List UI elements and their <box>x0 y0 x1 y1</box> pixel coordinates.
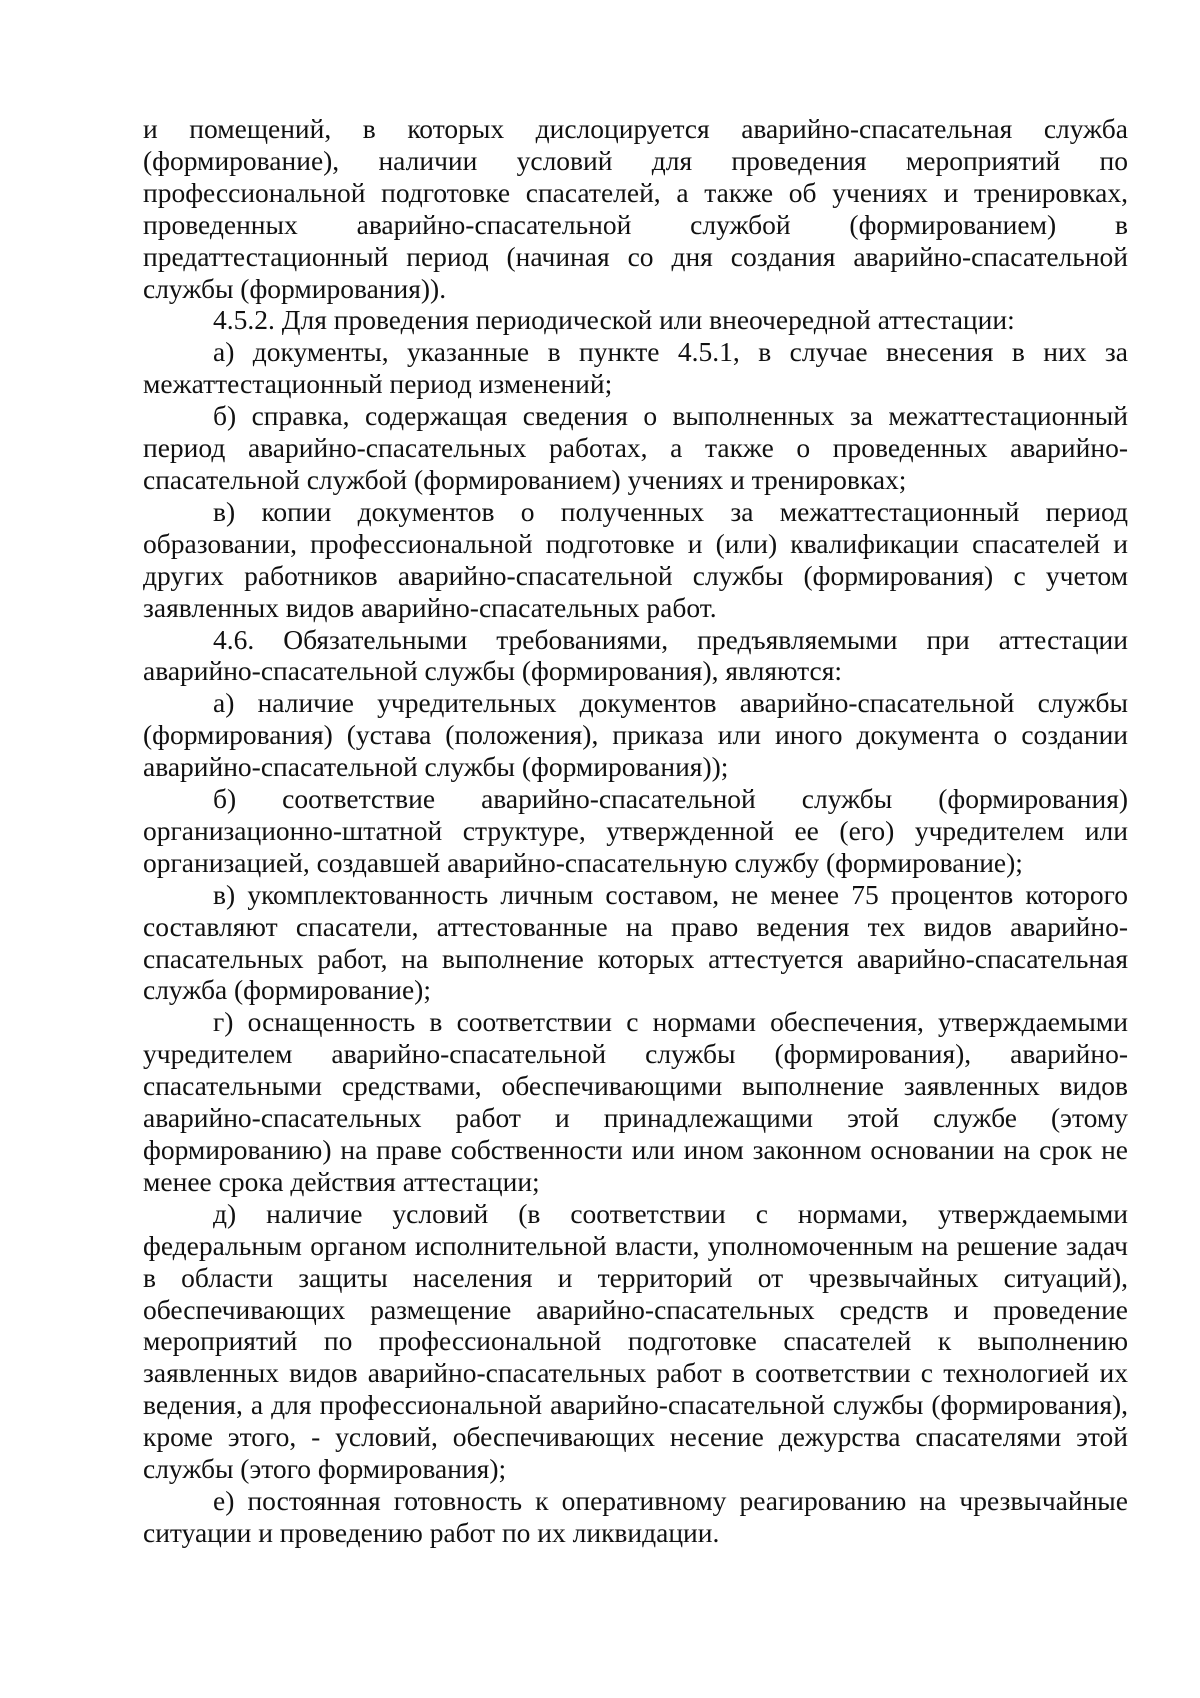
paragraph-4-6-g: г) оснащенность в соответствии с нормами обеспечения, утверждаемыми учредителем аварийно-спасательной службы (формирования), аварийно-спасательными средствами, обеспечивающими выполнение заявленных видов аварийно-спасательных работ и принадлежащими этой службе (этому формированию) на праве собственности или ином законном основании на срок не менее срока действия аттестации; <box>143 1006 1128 1197</box>
document-page <box>143 113 1128 1549</box>
paragraph-4-5-2-b: б) справка, содержащая сведения о выполненных за межаттестационный период аварийно-спасательных работах, а также о проведенных аварийно-спасательной службой (формированием) учениях и тренировках; <box>143 400 1128 495</box>
paragraph-4-6-a: а) наличие учредительных документов аварийно-спасательной службы (формирования) (устава (положения), приказа или иного документа о создании аварийно-спасательной службы (формирования)); <box>143 687 1128 783</box>
paragraph-continuation: и помещений, в которых дислоцируется аварийно-спасательная служба (формирование), наличии условий для проведения мероприятий по профессиональной подготовке спасателей, а также об учениях и тренировках, проведенных аварийно-спасательной службой (формированием) в предаттестационный период (начиная со дня создания аварийно-спасательной службы (формирования)). <box>143 113 1128 304</box>
paragraph-4-5-2: 4.5.2. Для проведения периодической или внеочередной аттестации: <box>213 304 1015 336</box>
paragraph-4-5-2-v: в) копии документов о полученных за межаттестационный период образовании, профессиональной подготовке и (или) квалификации спасателей и других работников аварийно-спасательной службы (формирования) с учетом заявленных видов аварийно-спасательных работ. <box>143 495 1128 623</box>
paragraph-4-6-e: е) постоянная готовность к оперативному реагированию на чрезвычайные ситуации и проведению работ по их ликвидации. <box>143 1484 1128 1548</box>
paragraph-4-6: 4.6. Обязательными требованиями, предъявляемыми при аттестации аварийно-спасательной службы (формирования), являются: <box>143 623 1128 687</box>
paragraph-4-6-b: б) соответствие аварийно-спасательной службы (формирования) организационно-штатной структуре, утвержденной ее (его) учредителем или организацией, создавшей аварийно-спасательную службу (формирование); <box>143 783 1128 878</box>
paragraph-4-6-v: в) укомплектованность личным составом, не менее 75 процентов которого составляют спасатели, аттестованные на право ведения тех видов аварийно-спасательных работ, на выполнение которых аттестуется аварийно-спасательная служба (формирование); <box>143 878 1128 1006</box>
paragraph-4-6-d: д) наличие условий (в соответствии с нормами, утверждаемыми федеральным органом исполнительной власти, уполномоченным на решение задач в области защиты населения и территорий от чрезвычайных ситуаций), обеспечивающих размещение аварийно-спасательных средств и проведение мероприятий по профессиональной подготовке спасателей к выполнению заявленных видов аварийно-спасательных работ в соответствии с технологией их ведения, а для профессиональной аварийно-спасательной службы (формирования), кроме этого, - условий, обеспечивающих несение дежурства спасателями этой службы (этого формирования); <box>143 1197 1128 1485</box>
paragraph-4-5-2-a: а) документы, указанные в пункте 4.5.1, в случае внесения в них за межаттестационный период изменений; <box>143 336 1128 400</box>
